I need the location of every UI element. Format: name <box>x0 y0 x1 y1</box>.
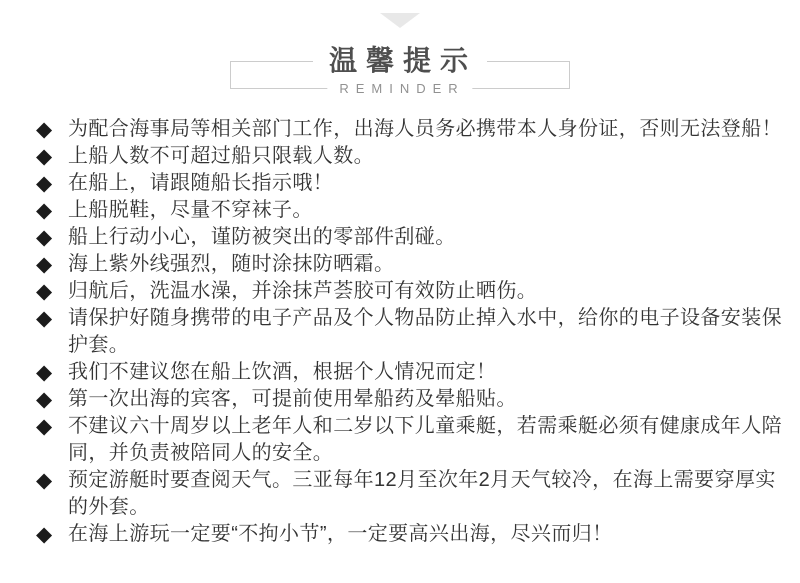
tip-text <box>68 143 784 170</box>
diamond-bullet-icon: ◆ <box>36 307 53 330</box>
tip-item <box>36 521 784 548</box>
tip-line: 上船脱鞋，尽量不穿袜子。 <box>68 199 313 221</box>
diamond-bullet-icon: ◆ <box>36 145 53 168</box>
diamond-bullet-icon: ◆ <box>36 523 53 546</box>
tip-text <box>68 305 784 359</box>
tip-text <box>68 116 784 143</box>
tip-line: 上船人数不可超过船只限载人数。 <box>68 145 374 167</box>
diamond-bullet-icon: ◆ <box>36 415 53 438</box>
tip-text <box>68 251 784 278</box>
diamond-bullet-icon: ◆ <box>36 361 53 384</box>
diamond-bullet-icon: ◆ <box>36 469 53 492</box>
diamond-bullet-icon: ◆ <box>36 199 53 222</box>
page-subtitle: REMINDER <box>327 81 472 96</box>
tip-line: 我们不建议您在船上饮酒，根据个人情况而定！ <box>68 361 497 383</box>
tip-line: 在船上，请跟随船长指示哦！ <box>68 172 334 194</box>
tips-list <box>36 116 784 548</box>
diamond-bullet-icon: ◆ <box>36 172 53 195</box>
tip-item <box>36 359 784 386</box>
tip-line: 不建议六十周岁以上老年人和二岁以下儿童乘艇，若需乘艇必须有健康成年人陪 <box>68 415 782 437</box>
diamond-bullet-icon: ◆ <box>36 118 53 141</box>
tip-text <box>68 359 784 386</box>
tip-line: 船上行动小心，谨防被突出的零部件刮碰。 <box>68 226 456 248</box>
tip-text <box>68 278 784 305</box>
tip-line: 预定游艇时要查阅天气。三亚每年12月至次年2月天气较冷，在海上需要穿厚实 <box>68 469 776 491</box>
tip-text <box>68 467 784 521</box>
diamond-bullet-icon: ◆ <box>36 253 53 276</box>
tip-item <box>36 413 784 467</box>
tip-line: 在海上游玩一定要“不拘小节”，一定要高兴出海，尽兴而归！ <box>68 523 613 545</box>
tip-text <box>68 386 784 413</box>
tip-line: 护套。 <box>68 334 130 356</box>
tip-item <box>36 197 784 224</box>
tip-text <box>68 224 784 251</box>
tip-line: 归航后，洗温水澡，并涂抹芦荟胶可有效防止晒伤。 <box>68 280 538 302</box>
page-title: 温馨提示 <box>313 44 487 78</box>
tip-line: 第一次出海的宾客，可提前使用晕船药及晕船贴。 <box>68 388 517 410</box>
tip-item <box>36 305 784 359</box>
tip-line: 为配合海事局等相关部门工作，出海人员务必携带本人身份证，否则无法登船！ <box>68 118 782 140</box>
tip-item <box>36 143 784 170</box>
header <box>230 0 570 110</box>
tip-item <box>36 251 784 278</box>
tip-line: 请保护好随身携带的电子产品及个人物品防止掉入水中，给你的电子设备安装保 <box>68 307 782 329</box>
tip-text <box>68 413 784 467</box>
tip-text <box>68 197 784 224</box>
tip-item <box>36 116 784 143</box>
tip-item <box>36 224 784 251</box>
tip-text <box>68 170 784 197</box>
tip-line: 的外套。 <box>68 496 150 518</box>
diamond-bullet-icon: ◆ <box>36 388 53 411</box>
diamond-bullet-icon: ◆ <box>36 226 53 249</box>
tip-item <box>36 467 784 521</box>
tip-item <box>36 170 784 197</box>
tip-text <box>68 521 784 548</box>
diamond-bullet-icon: ◆ <box>36 280 53 303</box>
tip-line: 同，并负责被陪同人的安全。 <box>68 442 334 464</box>
tip-item <box>36 386 784 413</box>
tip-line: 海上紫外线强烈，随时涂抹防晒霜。 <box>68 253 395 275</box>
tip-item <box>36 278 784 305</box>
